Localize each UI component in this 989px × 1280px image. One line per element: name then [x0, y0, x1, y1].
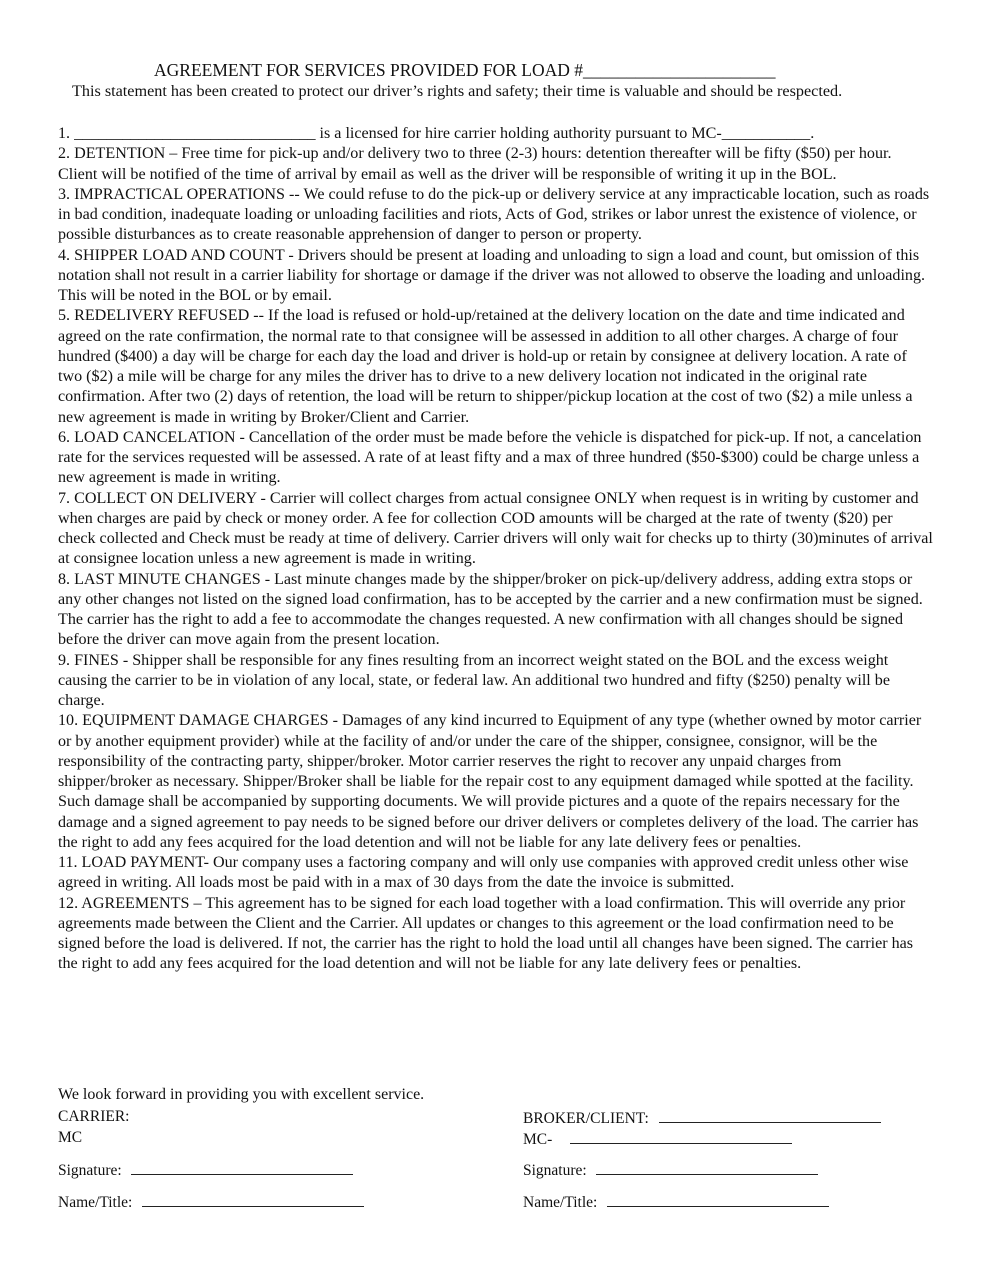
clause-4-shipper-load-and-count: 4. SHIPPER LOAD AND COUNT - Drivers should be present at loading and unloading to sign a load and count, but omission of this notation shall not result in a carrier liability for shortage or damage if the driver was not allowed to observe the loading and unloading. This will be noted in the BOL or by email.: [58, 246, 926, 304]
carrier-name-title-line[interactable]: [142, 1192, 364, 1207]
broker-signature-label: Signature:: [523, 1162, 587, 1179]
carrier-name-title-label: Name/Title:: [58, 1194, 133, 1211]
document-title: AGREEMENT FOR SERVICES PROVIDED FOR LOAD #______________________: [154, 60, 776, 80]
carrier-name-title-row: [58, 1192, 364, 1212]
broker-signature-row: [523, 1160, 818, 1180]
clause-7-collect-on-delivery: 7. COLLECT ON DELIVERY - Carrier will collect charges from actual consignee ONLY when request is in writing by customer and when charges are paid by check or money order. A fee for collection COD amounts will be charged at the rate of twenty ($20) per check collected and Check must be ready at time of delivery. Carrier drivers will only wait for checks up to thirty (30)minutes of arrival at consignee location unless a new agreement is made in writing.: [58, 489, 933, 568]
closing-statement: We look forward in providing you with excellent service.: [58, 1086, 425, 1103]
carrier-signature-label: Signature:: [58, 1162, 122, 1179]
clause-12-agreements: 12. AGREEMENTS – This agreement has to be signed for each load together with a load confirmation. This will override any prior agreements made between the Client and the Carrier. All updates or changes to this agreement or the load confirmation need to be signed before the load is delivered. If not, the carrier has the right to hold the load until all changes have been signed. The carrier has the right to add any fees acquired for the load detention and will not be liable for any late delivery fees or penalties.: [58, 894, 914, 973]
broker-label: BROKER/CLIENT:: [523, 1110, 649, 1127]
clause-1-carrier-authority: 1. ______________________________ is a licensed for hire carrier holding authority pursuant to MC-___________.: [58, 125, 815, 142]
carrier-signature-row: [58, 1160, 353, 1180]
broker-mc-row: [523, 1129, 792, 1149]
clause-5-redelivery-refused: 5. REDELIVERY REFUSED -- If the load is refused or hold-up/retained at the delivery location on the date and time indicated and agreed on the rate confirmation, the normal rate to that consignee will be assessed in addition to all other charges. A charge of four hundred ($400) a day will be charge for each day the load and driver is hold-up or retain by consignee at delivery location. A rate of two ($2) a mile will be charge for any miles the driver has to drive to a new delivery location not indicated in the original rate confirmation. After two (2) days of retention, the load will be return to shipper/pickup location at the cost of two ($2) a mile unless a new agreement is made in writing by Broker/Client and Carrier.: [58, 307, 913, 426]
broker-name-title-label: Name/Title:: [523, 1194, 598, 1211]
carrier-mc-label: MC: [58, 1129, 83, 1146]
broker-mc-line[interactable]: [570, 1129, 792, 1144]
clause-10-equipment-damage: 10. EQUIPMENT DAMAGE CHARGES - Damages of any kind incurred to Equipment of any type (whether owned by motor carrier or by another equipment provider) while at the facility of and/or under the care of the shipper, consignee, consignor, will be the responsibility of the contracting party, shipper/broker. Motor carrier reserves the right to recover any unpaid charges from shipper/broker as necessary. Shipper/Broker shall be liable for the repair cost to any equipment damaged while spotted at the facility. Such damage shall be accompanied by supporting documents. We will provide pictures and a quote of the repairs necessary for the damage and a signed agreement to pay needs to be signed before our driver delivers or completes delivery of the load. The carrier has the right to add any fees acquired for the load detention and will not be liable for any late delivery fees or penalties.: [58, 712, 922, 851]
broker-row: [523, 1108, 881, 1128]
intro-statement: This statement has been created to protect our driver’s rights and safety; their time is valuable and should be respected.: [72, 82, 843, 100]
broker-mc-label: MC-: [523, 1131, 553, 1148]
clause-8-last-minute-changes: 8. LAST MINUTE CHANGES - Last minute changes made by the shipper/broker on pick-up/delivery address, adding extra stops or any other changes not listed on the signed load confirmation, has to be accepted by the carrier and a new confirmation must be signed. The carrier has the right to add a fee to accommodate the changes requested. A new confirmation with all changes should be signed before the driver can move again from the present location.: [58, 570, 923, 649]
clause-9-fines: 9. FINES - Shipper shall be responsible for any fines resulting from an incorrect weight stated on the BOL and the excess weight causing the carrier to be in violation of any local, state, or federal law. An additional two hundred and fifty ($250) penalty will be charge.: [58, 651, 890, 709]
broker-name-title-row: [523, 1192, 829, 1212]
broker-name-line[interactable]: [659, 1108, 881, 1123]
broker-signature-line[interactable]: [596, 1160, 818, 1175]
clause-2-detention: 2. DETENTION – Free time for pick-up and/or delivery two to three (2-3) hours: detention thereafter will be fifty ($50) per hour. Client will be notified of the time of arrival by email as well as the driver will be responsible of writing it up in the BOL.: [58, 145, 892, 183]
clause-list: [58, 124, 934, 975]
broker-name-title-line[interactable]: [607, 1192, 829, 1207]
clause-3-impractical-operations: 3. IMPRACTICAL OPERATIONS -- We could refuse to do the pick-up or delivery service at any impracticable location, such as roads in bad condition, inadequate loading or unloading facilities and riots, Acts of God, strikes or labor unrest the existence of violence, or possible disturbances as to create reasonable apprehension of danger to person or property.: [58, 185, 930, 244]
clause-6-load-cancelation: 6. LOAD CANCELATION - Cancellation of the order must be made before the vehicle is dispatched for pick-up. If not, a cancelation rate for the services requested will be assessed. A rate of at least fifty and a max of three hundred ($50-$300) could be charge unless a new agreement is made in writing.: [58, 428, 922, 487]
carrier-signature-line[interactable]: [131, 1160, 353, 1175]
clause-11-load-payment: 11. LOAD PAYMENT- Our company uses a factoring company and will only use companies with approved credit unless other wise agreed in writing. All loads most be paid with in a max of 30 days from the date the invoice is submitted.: [58, 854, 909, 892]
carrier-label: CARRIER:: [58, 1108, 130, 1125]
